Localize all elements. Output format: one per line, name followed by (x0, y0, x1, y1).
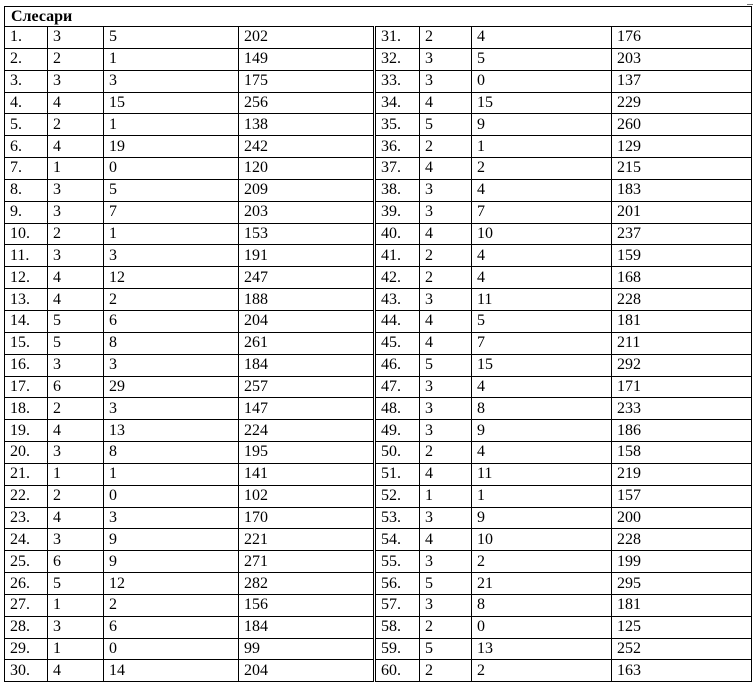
left-value-b-cell: 12 (104, 573, 239, 595)
table-title-row (5, 7, 752, 27)
right-row-number-cell: 41. (375, 245, 420, 267)
left-row-number-cell: 19. (5, 420, 48, 442)
left-value-b-cell: 2 (104, 594, 239, 616)
left-value-b-cell: 3 (104, 398, 239, 420)
left-value-b-cell: 0 (104, 158, 239, 180)
left-row-number-cell: 20. (5, 442, 48, 464)
right-value-a-cell: 2 (420, 660, 472, 682)
right-value-c-cell: 181 (612, 594, 752, 616)
table-row (5, 594, 752, 616)
table-row (5, 136, 752, 158)
left-value-a-cell: 2 (48, 223, 104, 245)
right-value-b-cell: 13 (472, 638, 612, 660)
right-value-b-cell: 15 (472, 92, 612, 114)
right-value-c-cell: 137 (612, 70, 752, 92)
right-value-c-cell: 163 (612, 660, 752, 682)
right-value-b-cell: 5 (472, 310, 612, 332)
left-value-a-cell: 4 (48, 136, 104, 158)
left-value-b-cell: 9 (104, 529, 239, 551)
left-value-b-cell: 2 (104, 289, 239, 311)
right-value-b-cell: 0 (472, 616, 612, 638)
right-value-c-cell: 219 (612, 463, 752, 485)
left-value-c-cell: 191 (239, 245, 375, 267)
left-value-c-cell: 282 (239, 573, 375, 595)
right-value-c-cell: 183 (612, 179, 752, 201)
left-value-c-cell: 120 (239, 158, 375, 180)
table-row (5, 70, 752, 92)
left-value-c-cell: 99 (239, 638, 375, 660)
left-row-number-cell: 11. (5, 245, 48, 267)
table-row (5, 376, 752, 398)
left-row-number-cell: 21. (5, 463, 48, 485)
right-value-a-cell: 3 (420, 48, 472, 70)
left-row-number-cell: 22. (5, 485, 48, 507)
table-row (5, 507, 752, 529)
left-value-c-cell: 242 (239, 136, 375, 158)
left-value-c-cell: 261 (239, 332, 375, 354)
left-value-b-cell: 13 (104, 420, 239, 442)
left-row-number-cell: 1. (5, 27, 48, 49)
left-value-b-cell: 5 (104, 27, 239, 49)
left-row-number-cell: 6. (5, 136, 48, 158)
right-value-a-cell: 4 (420, 529, 472, 551)
right-row-number-cell: 38. (375, 179, 420, 201)
right-row-number-cell: 44. (375, 310, 420, 332)
right-value-b-cell: 2 (472, 660, 612, 682)
right-value-c-cell: 252 (612, 638, 752, 660)
left-value-b-cell: 6 (104, 310, 239, 332)
right-row-number-cell: 46. (375, 354, 420, 376)
right-value-a-cell: 3 (420, 179, 472, 201)
left-row-number-cell: 5. (5, 114, 48, 136)
right-value-c-cell: 200 (612, 507, 752, 529)
right-value-b-cell: 4 (472, 179, 612, 201)
left-value-b-cell: 19 (104, 136, 239, 158)
left-row-number-cell: 17. (5, 376, 48, 398)
right-value-a-cell: 3 (420, 594, 472, 616)
right-value-a-cell: 5 (420, 638, 472, 660)
data-table (4, 6, 752, 682)
right-value-a-cell: 4 (420, 310, 472, 332)
right-row-number-cell: 39. (375, 201, 420, 223)
left-value-c-cell: 149 (239, 48, 375, 70)
right-value-c-cell: 215 (612, 158, 752, 180)
table-row (5, 638, 752, 660)
right-value-c-cell: 203 (612, 48, 752, 70)
left-row-number-cell: 23. (5, 507, 48, 529)
table-row (5, 660, 752, 682)
right-value-b-cell: 0 (472, 70, 612, 92)
left-value-c-cell: 209 (239, 179, 375, 201)
left-value-a-cell: 4 (48, 660, 104, 682)
left-value-c-cell: 221 (239, 529, 375, 551)
right-value-b-cell: 9 (472, 420, 612, 442)
left-row-number-cell: 8. (5, 179, 48, 201)
left-value-b-cell: 7 (104, 201, 239, 223)
left-value-c-cell: 184 (239, 354, 375, 376)
table-row (5, 27, 752, 49)
right-value-b-cell: 1 (472, 485, 612, 507)
right-value-a-cell: 4 (420, 463, 472, 485)
right-value-c-cell: 228 (612, 289, 752, 311)
left-value-b-cell: 15 (104, 92, 239, 114)
left-row-number-cell: 29. (5, 638, 48, 660)
right-value-a-cell: 3 (420, 70, 472, 92)
left-value-c-cell: 156 (239, 594, 375, 616)
right-value-c-cell: 292 (612, 354, 752, 376)
table-row (5, 551, 752, 573)
left-value-a-cell: 1 (48, 463, 104, 485)
table-row (5, 201, 752, 223)
right-value-a-cell: 2 (420, 616, 472, 638)
right-value-b-cell: 9 (472, 114, 612, 136)
right-value-b-cell: 15 (472, 354, 612, 376)
right-value-b-cell: 2 (472, 158, 612, 180)
left-value-c-cell: 138 (239, 114, 375, 136)
right-value-c-cell: 125 (612, 616, 752, 638)
right-row-number-cell: 52. (375, 485, 420, 507)
right-value-c-cell: 229 (612, 92, 752, 114)
left-value-b-cell: 3 (104, 354, 239, 376)
left-value-c-cell: 147 (239, 398, 375, 420)
right-value-b-cell: 4 (472, 27, 612, 49)
right-row-number-cell: 40. (375, 223, 420, 245)
right-value-a-cell: 3 (420, 420, 472, 442)
left-row-number-cell: 26. (5, 573, 48, 595)
left-value-a-cell: 1 (48, 158, 104, 180)
left-value-c-cell: 184 (239, 616, 375, 638)
left-value-a-cell: 5 (48, 573, 104, 595)
right-value-c-cell: 201 (612, 201, 752, 223)
right-row-number-cell: 56. (375, 573, 420, 595)
right-value-b-cell: 4 (472, 245, 612, 267)
right-value-b-cell: 4 (472, 442, 612, 464)
right-value-a-cell: 4 (420, 92, 472, 114)
table-row (5, 354, 752, 376)
right-value-a-cell: 5 (420, 114, 472, 136)
right-value-b-cell: 10 (472, 529, 612, 551)
right-value-c-cell: 233 (612, 398, 752, 420)
page-corner-mark (747, 0, 753, 5)
right-row-number-cell: 48. (375, 398, 420, 420)
right-value-c-cell: 228 (612, 529, 752, 551)
table-row (5, 223, 752, 245)
left-value-c-cell: 203 (239, 201, 375, 223)
right-row-number-cell: 60. (375, 660, 420, 682)
left-row-number-cell: 4. (5, 92, 48, 114)
table-row (5, 420, 752, 442)
right-row-number-cell: 55. (375, 551, 420, 573)
left-row-number-cell: 27. (5, 594, 48, 616)
left-value-c-cell: 204 (239, 660, 375, 682)
table-row (5, 485, 752, 507)
left-row-number-cell: 14. (5, 310, 48, 332)
right-value-c-cell: 158 (612, 442, 752, 464)
left-value-a-cell: 3 (48, 27, 104, 49)
right-value-a-cell: 4 (420, 332, 472, 354)
right-row-number-cell: 47. (375, 376, 420, 398)
right-row-number-cell: 43. (375, 289, 420, 311)
right-value-a-cell: 3 (420, 507, 472, 529)
left-row-number-cell: 12. (5, 267, 48, 289)
right-value-c-cell: 168 (612, 267, 752, 289)
right-value-b-cell: 11 (472, 463, 612, 485)
left-value-a-cell: 4 (48, 92, 104, 114)
right-value-b-cell: 9 (472, 507, 612, 529)
table-row (5, 573, 752, 595)
right-value-c-cell: 157 (612, 485, 752, 507)
left-value-b-cell: 14 (104, 660, 239, 682)
left-value-a-cell: 3 (48, 70, 104, 92)
table-row (5, 310, 752, 332)
table-row (5, 442, 752, 464)
left-value-a-cell: 2 (48, 485, 104, 507)
left-row-number-cell: 28. (5, 616, 48, 638)
right-row-number-cell: 33. (375, 70, 420, 92)
right-value-b-cell: 21 (472, 573, 612, 595)
left-value-a-cell: 5 (48, 332, 104, 354)
left-value-a-cell: 4 (48, 507, 104, 529)
left-value-b-cell: 1 (104, 463, 239, 485)
left-value-b-cell: 3 (104, 507, 239, 529)
left-value-b-cell: 12 (104, 267, 239, 289)
table-row (5, 289, 752, 311)
table-row (5, 332, 752, 354)
right-value-a-cell: 4 (420, 223, 472, 245)
left-value-b-cell: 8 (104, 442, 239, 464)
right-value-b-cell: 4 (472, 376, 612, 398)
left-value-a-cell: 3 (48, 616, 104, 638)
left-row-number-cell: 7. (5, 158, 48, 180)
right-value-c-cell: 186 (612, 420, 752, 442)
left-value-b-cell: 0 (104, 638, 239, 660)
left-value-c-cell: 202 (239, 27, 375, 49)
right-value-c-cell: 199 (612, 551, 752, 573)
left-row-number-cell: 2. (5, 48, 48, 70)
left-value-b-cell: 9 (104, 551, 239, 573)
left-value-b-cell: 6 (104, 616, 239, 638)
left-value-a-cell: 2 (48, 48, 104, 70)
right-value-a-cell: 3 (420, 551, 472, 573)
left-row-number-cell: 18. (5, 398, 48, 420)
right-row-number-cell: 51. (375, 463, 420, 485)
left-value-c-cell: 141 (239, 463, 375, 485)
left-value-a-cell: 6 (48, 376, 104, 398)
table-row (5, 267, 752, 289)
right-value-b-cell: 8 (472, 398, 612, 420)
left-value-a-cell: 3 (48, 245, 104, 267)
right-value-b-cell: 8 (472, 594, 612, 616)
table-row (5, 158, 752, 180)
left-value-a-cell: 3 (48, 354, 104, 376)
left-value-b-cell: 29 (104, 376, 239, 398)
right-value-a-cell: 3 (420, 398, 472, 420)
left-value-a-cell: 6 (48, 551, 104, 573)
right-row-number-cell: 59. (375, 638, 420, 660)
right-value-b-cell: 4 (472, 267, 612, 289)
right-value-a-cell: 4 (420, 158, 472, 180)
right-row-number-cell: 31. (375, 27, 420, 49)
document-page (4, 6, 751, 682)
left-value-a-cell: 4 (48, 420, 104, 442)
left-value-c-cell: 204 (239, 310, 375, 332)
left-value-a-cell: 3 (48, 442, 104, 464)
right-value-b-cell: 5 (472, 48, 612, 70)
table-row (5, 114, 752, 136)
right-value-b-cell: 7 (472, 201, 612, 223)
right-value-c-cell: 129 (612, 136, 752, 158)
right-value-a-cell: 2 (420, 442, 472, 464)
table-body (5, 7, 752, 682)
right-row-number-cell: 42. (375, 267, 420, 289)
right-value-a-cell: 2 (420, 136, 472, 158)
left-value-a-cell: 1 (48, 638, 104, 660)
table-row (5, 463, 752, 485)
left-value-b-cell: 1 (104, 48, 239, 70)
left-row-number-cell: 15. (5, 332, 48, 354)
table-row (5, 179, 752, 201)
left-value-c-cell: 224 (239, 420, 375, 442)
left-row-number-cell: 3. (5, 70, 48, 92)
right-value-c-cell: 181 (612, 310, 752, 332)
right-row-number-cell: 35. (375, 114, 420, 136)
right-value-c-cell: 211 (612, 332, 752, 354)
right-row-number-cell: 54. (375, 529, 420, 551)
left-row-number-cell: 10. (5, 223, 48, 245)
right-value-a-cell: 3 (420, 201, 472, 223)
right-value-c-cell: 295 (612, 573, 752, 595)
left-value-c-cell: 102 (239, 485, 375, 507)
right-row-number-cell: 36. (375, 136, 420, 158)
table-row (5, 48, 752, 70)
left-value-c-cell: 195 (239, 442, 375, 464)
left-value-a-cell: 3 (48, 201, 104, 223)
right-value-c-cell: 260 (612, 114, 752, 136)
right-row-number-cell: 50. (375, 442, 420, 464)
right-value-c-cell: 159 (612, 245, 752, 267)
right-value-a-cell: 2 (420, 267, 472, 289)
table-row (5, 398, 752, 420)
left-value-c-cell: 256 (239, 92, 375, 114)
left-value-a-cell: 4 (48, 267, 104, 289)
left-value-c-cell: 170 (239, 507, 375, 529)
right-value-a-cell: 2 (420, 27, 472, 49)
table-row (5, 92, 752, 114)
right-row-number-cell: 53. (375, 507, 420, 529)
right-row-number-cell: 37. (375, 158, 420, 180)
left-row-number-cell: 30. (5, 660, 48, 682)
left-value-a-cell: 5 (48, 310, 104, 332)
right-row-number-cell: 32. (375, 48, 420, 70)
left-row-number-cell: 9. (5, 201, 48, 223)
right-value-a-cell: 2 (420, 245, 472, 267)
left-value-a-cell: 2 (48, 398, 104, 420)
right-value-b-cell: 10 (472, 223, 612, 245)
left-row-number-cell: 16. (5, 354, 48, 376)
right-row-number-cell: 57. (375, 594, 420, 616)
right-row-number-cell: 58. (375, 616, 420, 638)
right-value-b-cell: 2 (472, 551, 612, 573)
right-value-a-cell: 5 (420, 573, 472, 595)
table-row (5, 616, 752, 638)
right-value-b-cell: 7 (472, 332, 612, 354)
right-value-c-cell: 237 (612, 223, 752, 245)
left-row-number-cell: 24. (5, 529, 48, 551)
right-value-b-cell: 1 (472, 136, 612, 158)
right-value-a-cell: 1 (420, 485, 472, 507)
left-row-number-cell: 13. (5, 289, 48, 311)
table-title: Слесари (5, 7, 752, 27)
left-value-b-cell: 8 (104, 332, 239, 354)
left-row-number-cell: 25. (5, 551, 48, 573)
left-value-c-cell: 257 (239, 376, 375, 398)
left-value-b-cell: 3 (104, 70, 239, 92)
left-value-c-cell: 271 (239, 551, 375, 573)
left-value-b-cell: 0 (104, 485, 239, 507)
left-value-b-cell: 5 (104, 179, 239, 201)
left-value-a-cell: 3 (48, 179, 104, 201)
left-value-a-cell: 4 (48, 289, 104, 311)
left-value-a-cell: 2 (48, 114, 104, 136)
left-value-c-cell: 175 (239, 70, 375, 92)
right-row-number-cell: 49. (375, 420, 420, 442)
right-row-number-cell: 45. (375, 332, 420, 354)
right-value-c-cell: 171 (612, 376, 752, 398)
left-value-b-cell: 1 (104, 114, 239, 136)
left-value-b-cell: 1 (104, 223, 239, 245)
left-value-c-cell: 247 (239, 267, 375, 289)
right-value-a-cell: 3 (420, 289, 472, 311)
right-value-c-cell: 176 (612, 27, 752, 49)
right-value-a-cell: 3 (420, 376, 472, 398)
left-value-b-cell: 3 (104, 245, 239, 267)
left-value-a-cell: 1 (48, 594, 104, 616)
right-row-number-cell: 34. (375, 92, 420, 114)
right-value-a-cell: 5 (420, 354, 472, 376)
left-value-c-cell: 188 (239, 289, 375, 311)
left-value-c-cell: 153 (239, 223, 375, 245)
right-value-b-cell: 11 (472, 289, 612, 311)
table-row (5, 245, 752, 267)
table-row (5, 529, 752, 551)
left-value-a-cell: 3 (48, 529, 104, 551)
